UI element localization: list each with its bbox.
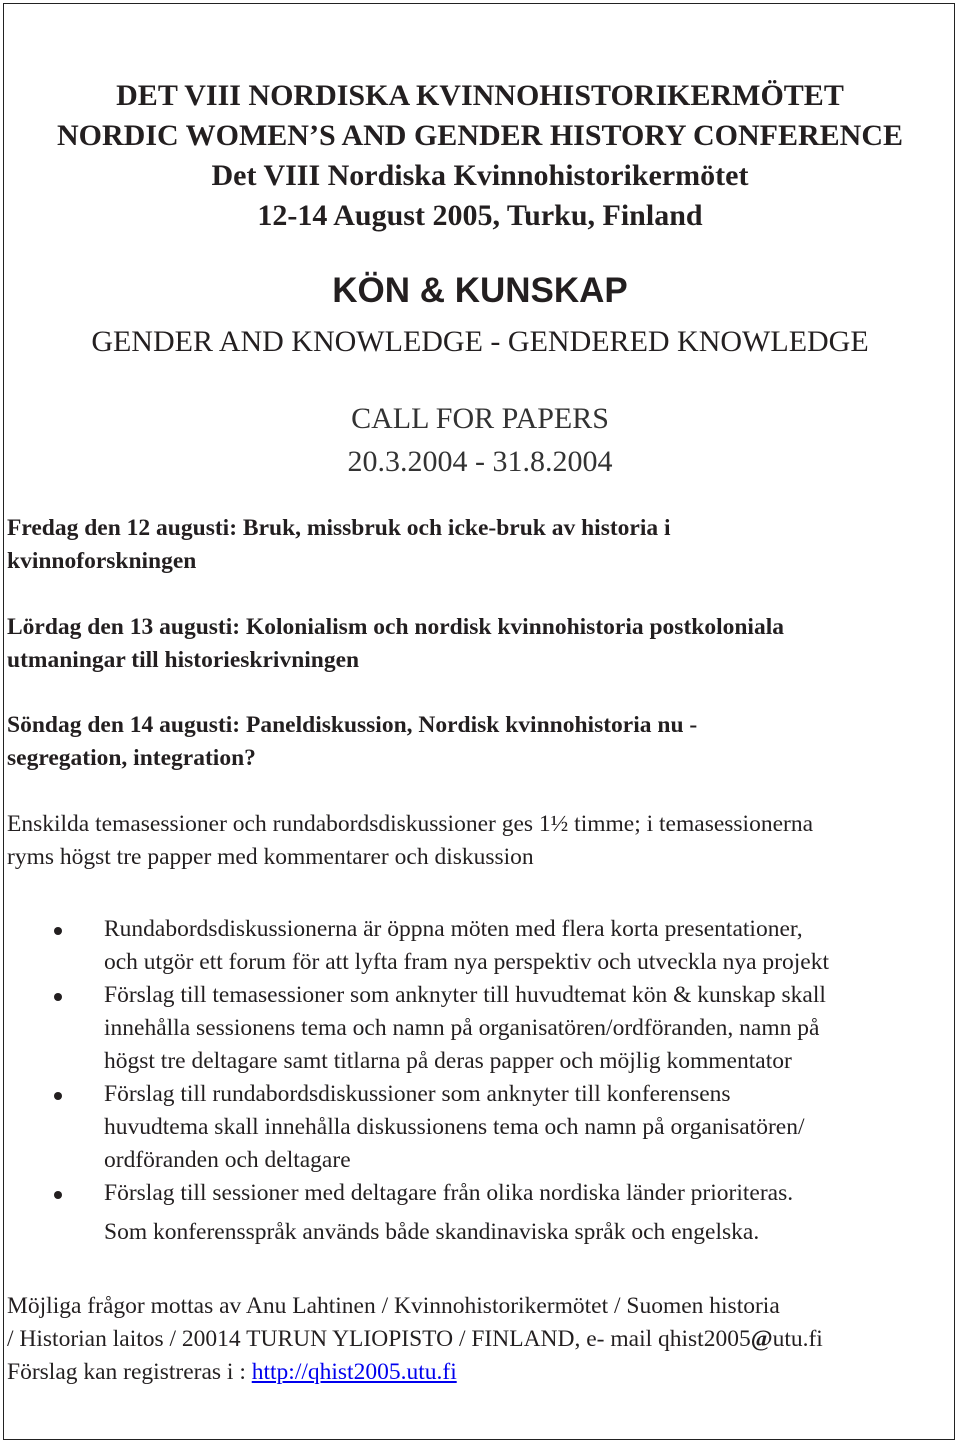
email-domain: utu.fi — [772, 1326, 823, 1352]
contact-line-1: Möjliga frågor mottas av Anu Lahtinen / Kvinnohistorikermötet / Suomen historia — [7, 1293, 780, 1319]
day-friday-line-1: Fredag den 12 augusti: Bruk, missbruk och icke-bruk av historia i — [7, 515, 671, 541]
bullet-line: Rundabordsdiskussionerna är öppna möten med flera korta presentationer, — [104, 916, 803, 942]
bullet-line: ordföranden och deltagare — [104, 1147, 351, 1173]
cfp-label: CALL FOR PAPERS — [351, 402, 609, 435]
bullet-line: Förslag till temasessioner som anknyter till huvudtemat kön & kunskap skall — [104, 982, 826, 1008]
contact-address: / Historian laitos / 20014 TURUN YLIOPISTO / FINLAND, e- mail qhist2005 — [7, 1326, 751, 1352]
registration-link[interactable]: http://qhist2005.utu.fi — [251, 1359, 457, 1385]
bullet-line: huvudtema skall innehålla diskussionens tema och namn på organisatören/ — [104, 1114, 805, 1140]
bullet-line: Förslag till rundabordsdiskussioner som anknyter till konferensens — [104, 1081, 731, 1107]
bullet-item — [0, 1177, 960, 1210]
bullet-dot-icon — [54, 1191, 62, 1199]
bullet-item — [0, 913, 960, 979]
day-saturday-line-2: utmaningar till historieskrivningen — [7, 647, 360, 673]
contact-line-3 — [7, 1356, 957, 1389]
theme-subtitle: GENDER AND KNOWLEDGE - GENDERED KNOWLEDGE — [91, 325, 869, 358]
day-saturday-line-1: Lördag den 13 augusti: Kolonialism och nordisk kvinnohistoria postkoloniala — [7, 614, 784, 640]
cfp-dates: 20.3.2004 - 31.8.2004 — [347, 445, 613, 478]
header-line-4: 12-14 August 2005, Turku, Finland — [257, 199, 703, 232]
bullet-line: och utgör ett forum för att lyfta fram nya perspektiv och utveckla nya projekt — [104, 949, 829, 975]
contact-line-2 — [7, 1323, 957, 1356]
bullet-item — [0, 979, 960, 1078]
day-sunday-line-2: segregation, integration? — [7, 745, 256, 771]
intro-line-2: ryms högst tre papper med kommentarer och diskussion — [7, 844, 534, 870]
header-line-2: NORDIC WOMEN’S AND GENDER HISTORY CONFERENCE — [57, 119, 903, 152]
bullet-line: innehålla sessionens tema och namn på organisatören/ordföranden, namn på — [104, 1015, 820, 1041]
bullet-dot-icon — [54, 993, 62, 1001]
intro-line-1: Enskilda temasessioner och rundabordsdiskussioner ges 1½ timme; i temasessionerna — [7, 811, 814, 837]
bullet-line: Förslag till sessioner med deltagare från olika nordiska länder prioriteras. — [104, 1180, 794, 1206]
bullet-item — [0, 1078, 960, 1177]
bullet-dot-icon — [54, 1092, 62, 1100]
bullet-list — [0, 913, 960, 1210]
theme-title: KÖN & KUNSKAP — [332, 271, 628, 310]
bullet-dot-icon — [54, 927, 62, 935]
email-at-sign: @ — [750, 1326, 773, 1352]
contact-block — [7, 1290, 957, 1389]
day-sunday-line-1: Söndag den 14 augusti: Paneldiskussion, Nordisk kvinnohistoria nu - — [7, 712, 698, 738]
day-friday-line-2: kvinnoforskningen — [7, 548, 197, 574]
bullet-line: högst tre deltagare samt titlarna på deras papper och möjlig kommentator — [104, 1048, 792, 1074]
language-note: Som konferensspråk används både skandinaviska språk och engelska. — [104, 1219, 760, 1245]
header-line-1: DET VIII NORDISKA KVINNOHISTORIKERMÖTET — [116, 79, 844, 112]
register-label: Förslag kan registreras i : — [7, 1359, 252, 1385]
header-line-3: Det VIII Nordiska Kvinnohistorikermötet — [211, 159, 749, 192]
